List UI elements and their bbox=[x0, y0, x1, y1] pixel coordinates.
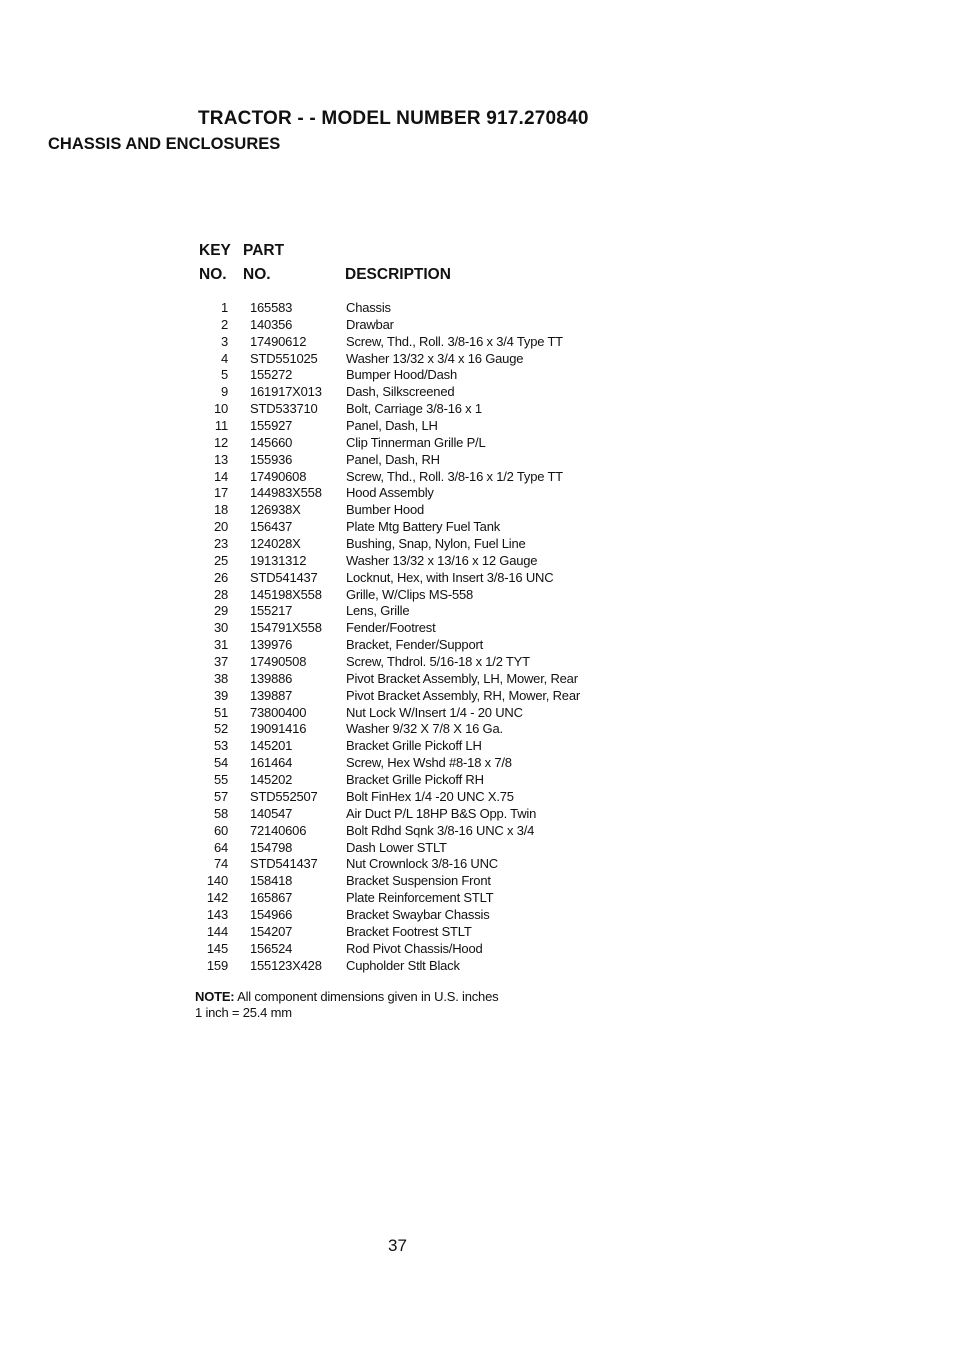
note-conversion: 1 inch = 25.4 mm bbox=[195, 1005, 292, 1020]
key-number: 55 bbox=[213, 772, 228, 788]
page-number: 37 bbox=[388, 1236, 407, 1255]
parts-row bbox=[195, 705, 635, 722]
part-number: STD551025 bbox=[250, 350, 318, 366]
parts-row bbox=[195, 873, 635, 890]
key-number: 26 bbox=[213, 569, 228, 585]
parts-row bbox=[195, 401, 635, 418]
header-part-bottom: NO. bbox=[243, 266, 271, 283]
description: Cupholder Stlt Black bbox=[346, 957, 460, 973]
part-number: STD541437 bbox=[250, 856, 318, 872]
key-number: 11 bbox=[214, 418, 228, 434]
parts-row bbox=[195, 688, 635, 705]
part-number: 139886 bbox=[250, 670, 293, 686]
parts-row bbox=[195, 637, 635, 654]
part-number: 154966 bbox=[250, 906, 293, 922]
description: Washer 13/32 x 13/16 x 12 Gauge bbox=[346, 552, 538, 568]
description: Rod Pivot Chassis/Hood bbox=[346, 940, 483, 956]
parts-row bbox=[195, 334, 635, 351]
part-number: 154791X558 bbox=[250, 620, 322, 636]
part-number: 161917X013 bbox=[250, 384, 322, 400]
description: Washer 9/32 X 7/8 X 16 Ga. bbox=[346, 721, 503, 737]
part-number: 155936 bbox=[250, 451, 293, 467]
parts-row bbox=[195, 772, 635, 789]
key-number: 23 bbox=[213, 536, 228, 552]
parts-row bbox=[195, 418, 635, 435]
part-number: 145202 bbox=[250, 772, 293, 788]
key-number: 58 bbox=[213, 805, 228, 821]
key-number: 28 bbox=[213, 586, 228, 602]
key-number: 30 bbox=[213, 620, 228, 636]
description: Plate Mtg Battery Fuel Tank bbox=[346, 519, 501, 535]
parts-row bbox=[195, 856, 635, 873]
parts-row bbox=[195, 570, 635, 587]
part-number: 155123X428 bbox=[250, 957, 322, 973]
parts-row bbox=[195, 587, 635, 604]
part-number: 124028X bbox=[250, 536, 301, 552]
part-number: 17490608 bbox=[250, 468, 307, 484]
parts-row bbox=[195, 806, 635, 823]
key-number: 53 bbox=[213, 738, 228, 754]
description: Screw, Hex Wshd #8-18 x 7/8 bbox=[346, 755, 512, 771]
part-number: 73800400 bbox=[250, 704, 307, 720]
key-number: 2 bbox=[220, 316, 228, 332]
parts-row bbox=[195, 789, 635, 806]
part-number: 139887 bbox=[250, 687, 293, 703]
description: Screw, Thd., Roll. 3/8-16 x 1/2 Type TT bbox=[346, 468, 563, 484]
part-number: 72140606 bbox=[250, 822, 307, 838]
part-number: 155927 bbox=[250, 418, 293, 434]
key-number: 14 bbox=[213, 468, 228, 484]
key-number: 57 bbox=[213, 788, 228, 804]
parts-row bbox=[195, 840, 635, 857]
description: Bolt, Carriage 3/8-16 x 1 bbox=[346, 401, 482, 417]
header-part-top: PART bbox=[243, 242, 285, 259]
part-number: 165867 bbox=[250, 890, 293, 906]
key-number: 140 bbox=[206, 873, 228, 889]
note-text: All component dimensions given in U.S. inches bbox=[234, 989, 499, 1004]
key-number: 9 bbox=[220, 384, 228, 400]
key-number: 4 bbox=[220, 350, 228, 366]
description: Bracket Grille Pickoff LH bbox=[346, 738, 482, 754]
description: Clip Tinnerman Grille P/L bbox=[346, 434, 486, 450]
parts-row bbox=[195, 671, 635, 688]
description: Washer 13/32 x 3/4 x 16 Gauge bbox=[346, 350, 524, 366]
description: Dash Lower STLT bbox=[346, 839, 447, 855]
description: Drawbar bbox=[346, 316, 394, 332]
parts-row bbox=[195, 469, 635, 486]
part-number: STD552507 bbox=[250, 788, 318, 804]
parts-row bbox=[195, 941, 635, 958]
key-number: 64 bbox=[213, 839, 228, 855]
part-number: 156437 bbox=[250, 519, 293, 535]
key-number: 25 bbox=[213, 552, 228, 568]
description: Fender/Footrest bbox=[346, 620, 436, 636]
description: Bracket Grille Pickoff RH bbox=[346, 772, 484, 788]
parts-row bbox=[195, 367, 635, 384]
parts-row bbox=[195, 502, 635, 519]
parts-row bbox=[195, 519, 635, 536]
description: Pivot Bracket Assembly, LH, Mower, Rear bbox=[346, 670, 578, 686]
key-number: 3 bbox=[220, 333, 228, 349]
part-number: 154207 bbox=[250, 923, 293, 939]
description: Air Duct P/L 18HP B&S Opp. Twin bbox=[346, 805, 537, 821]
part-number: STD541437 bbox=[250, 569, 318, 585]
parts-row bbox=[195, 300, 635, 317]
description: Bolt Rdhd Sqnk 3/8-16 UNC x 3/4 bbox=[346, 822, 535, 838]
part-number: 155217 bbox=[250, 603, 293, 619]
description: Pivot Bracket Assembly, RH, Mower, Rear bbox=[346, 687, 580, 703]
key-number: 31 bbox=[213, 637, 228, 653]
part-number: 145201 bbox=[250, 738, 293, 754]
parts-row bbox=[195, 317, 635, 334]
description: Bumper Hood/Dash bbox=[346, 367, 457, 383]
header-key-bottom: NO. bbox=[199, 266, 227, 283]
parts-row bbox=[195, 435, 635, 452]
key-number: 159 bbox=[206, 957, 228, 973]
part-number: 155272 bbox=[250, 367, 293, 383]
parts-row bbox=[195, 958, 635, 975]
description: Bracket, Fender/Support bbox=[346, 637, 484, 653]
description: Locknut, Hex, with Insert 3/8-16 UNC bbox=[346, 569, 554, 585]
description: Bracket Suspension Front bbox=[346, 873, 491, 889]
key-number: 38 bbox=[213, 670, 228, 686]
parts-row bbox=[195, 738, 635, 755]
part-number: 161464 bbox=[250, 755, 293, 771]
part-number: 158418 bbox=[250, 873, 293, 889]
key-number: 5 bbox=[220, 367, 228, 383]
parts-row bbox=[195, 384, 635, 401]
description: Bolt FinHex 1/4 -20 UNC X.75 bbox=[346, 788, 514, 804]
description: Plate Reinforcement STLT bbox=[346, 890, 494, 906]
key-number: 18 bbox=[213, 502, 228, 518]
description: Bracket Swaybar Chassis bbox=[346, 906, 490, 922]
parts-row bbox=[195, 721, 635, 738]
parts-row bbox=[195, 536, 635, 553]
description: Screw, Thdrol. 5/16-18 x 1/2 TYT bbox=[346, 654, 530, 670]
part-number: STD533710 bbox=[250, 401, 318, 417]
key-number: 143 bbox=[206, 906, 228, 922]
parts-row bbox=[195, 603, 635, 620]
note bbox=[195, 989, 498, 1021]
parts-row bbox=[195, 907, 635, 924]
description: Bumber Hood bbox=[346, 502, 425, 518]
parts-row bbox=[195, 924, 635, 941]
parts-row bbox=[195, 823, 635, 840]
key-number: 144 bbox=[206, 923, 228, 939]
part-number: 144983X558 bbox=[250, 485, 322, 501]
key-number: 17 bbox=[213, 485, 228, 501]
description: Nut Crownlock 3/8-16 UNC bbox=[346, 856, 498, 872]
part-number: 126938X bbox=[250, 502, 301, 518]
parts-row bbox=[195, 553, 635, 570]
key-number: 37 bbox=[213, 654, 228, 670]
key-number: 51 bbox=[213, 704, 228, 720]
part-number: 145660 bbox=[250, 434, 293, 450]
parts-row bbox=[195, 620, 635, 637]
description: Screw, Thd., Roll. 3/8-16 x 3/4 Type TT bbox=[346, 333, 563, 349]
parts-list bbox=[195, 300, 635, 974]
key-number: 20 bbox=[213, 519, 228, 535]
key-number: 52 bbox=[213, 721, 228, 737]
header-description: DESCRIPTION bbox=[345, 266, 451, 283]
part-number: 154798 bbox=[250, 839, 293, 855]
header-key-top: KEY bbox=[199, 242, 231, 259]
part-number: 19131312 bbox=[250, 552, 307, 568]
description: Bracket Footrest STLT bbox=[346, 923, 472, 939]
part-number: 165583 bbox=[250, 300, 293, 315]
parts-row bbox=[195, 890, 635, 907]
note-label: NOTE: bbox=[195, 989, 235, 1004]
key-number: 29 bbox=[213, 603, 228, 619]
description: Bushing, Snap, Nylon, Fuel Line bbox=[346, 536, 526, 552]
key-number: 142 bbox=[206, 890, 228, 906]
parts-row bbox=[195, 452, 635, 469]
key-number: 13 bbox=[213, 451, 228, 467]
key-number: 39 bbox=[213, 687, 228, 703]
key-number: 10 bbox=[213, 401, 228, 417]
description: Grille, W/Clips MS-558 bbox=[346, 586, 474, 602]
parts-row bbox=[195, 755, 635, 772]
part-number: 156524 bbox=[250, 940, 293, 956]
key-number: 74 bbox=[213, 856, 228, 872]
page-title: TRACTOR - - MODEL NUMBER 917.270840 bbox=[198, 108, 589, 129]
part-number: 139976 bbox=[250, 637, 293, 653]
section-title: CHASSIS AND ENCLOSURES bbox=[48, 135, 281, 153]
description: Nut Lock W/Insert 1/4 - 20 UNC bbox=[346, 704, 523, 720]
description: Hood Assembly bbox=[346, 485, 434, 501]
part-number: 140547 bbox=[250, 805, 293, 821]
part-number: 17490612 bbox=[250, 333, 307, 349]
key-number: 54 bbox=[213, 755, 228, 771]
key-number: 145 bbox=[206, 940, 228, 956]
description: Panel, Dash, RH bbox=[346, 451, 440, 467]
key-number: 60 bbox=[213, 822, 228, 838]
part-number: 145198X558 bbox=[250, 586, 322, 602]
parts-row bbox=[195, 654, 635, 671]
parts-row bbox=[195, 351, 635, 368]
part-number: 17490508 bbox=[250, 654, 307, 670]
description: Chassis bbox=[346, 300, 391, 315]
description: Lens, Grille bbox=[346, 603, 410, 619]
parts-row bbox=[195, 485, 635, 502]
key-number: 12 bbox=[213, 434, 228, 450]
key-number: 1 bbox=[220, 300, 228, 315]
part-number: 140356 bbox=[250, 316, 293, 332]
description: Dash, Silkscreened bbox=[346, 384, 455, 400]
description: Panel, Dash, LH bbox=[346, 418, 438, 434]
part-number: 19091416 bbox=[250, 721, 307, 737]
